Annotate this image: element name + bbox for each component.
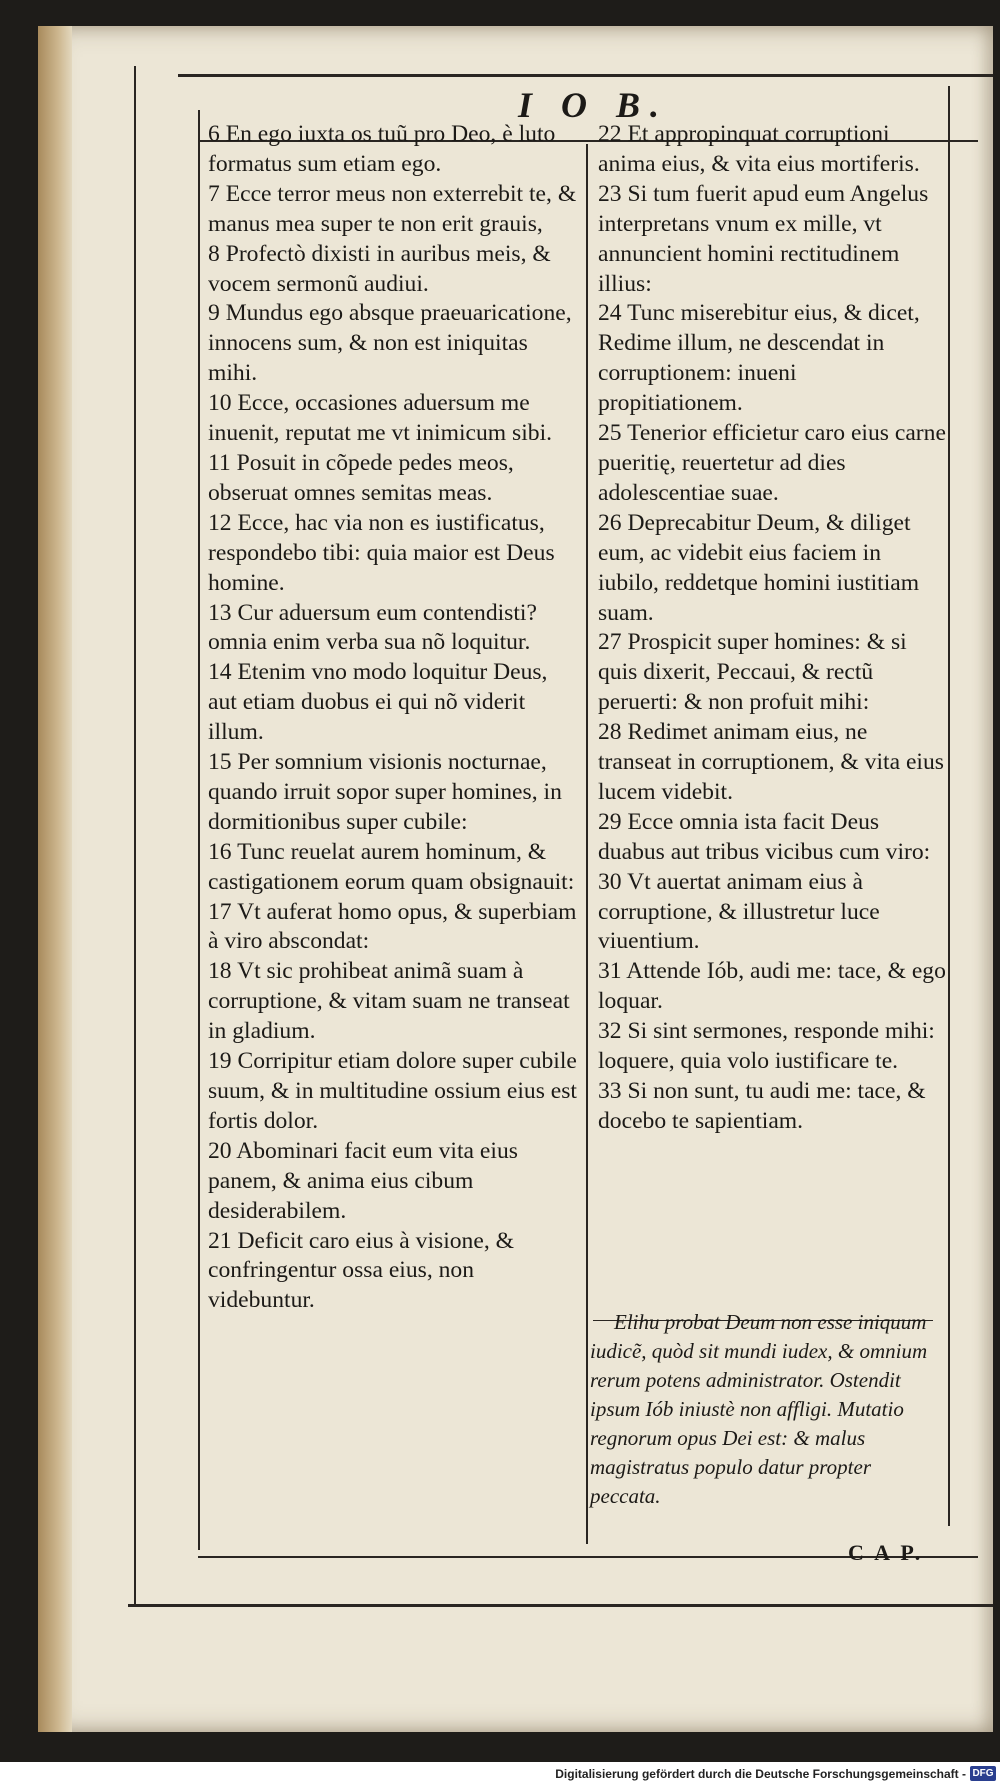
verse: 25 Tenerior efficietur caro eius carne pueritię, reuertetur ad dies adolescentiae suae. [598,420,946,506]
page-edge [38,26,72,1732]
verse: 22 Et appropinquat corruptioni anima eius, & vita eius mortiferis. [598,121,920,177]
verse: 15 Per somnium visionis nocturnae, quando irruit sopor super homines, in dormitionibus super cubile: [208,749,562,835]
verse: 9 Mundus ego absque praeuaricatione, innocens sum, & non est iniquitas mihi. [208,300,572,387]
verse: 11 Posuit in cõpede pedes meos, obseruat omnes semitas meas. [208,449,514,506]
verse: 18 Vt sic prohibeat animã suam à corruptione, & vitam suam ne transeat in gladium. [208,958,570,1045]
catchword: C A P. [848,1540,924,1565]
verse: 32 Si sint sermones, responde mihi: loquere, quia volo iustificare te. [598,1018,935,1075]
verse: 24 Tunc miserebitur eius, & dicet, Redime illum, ne descendat in corruptionem: inueni propitiationem. [598,300,920,417]
verse: 23 Si tum fuerit apud eum Angelus interpretans vnum ex mille, vt annuncient homini rectitudinem illius: [598,180,929,297]
verse: 26 Deprecabitur Deum, & diliget eum, ac videbit eius faciem in iubilo, reddetque homini iustitiam suam. [598,509,920,626]
outer-left-rule [134,66,136,1606]
running-head: I O B. [518,85,670,125]
verse: 21 Deficit caro eius à visione, & confringentur ossa eius, non videbuntur. [208,1227,514,1314]
dfg-logo: DFG [970,1766,996,1781]
page-bottom-rule [128,1604,993,1607]
verse: 28 Redimet animam eius, ne transeat in corruptionem, & vita eius lucem videbit. [598,719,944,805]
inner-left-rule [198,110,200,1550]
verse: 16 Tunc reuelat aurem hominum, & castigationem eorum quam obsignauit: [208,838,575,895]
verse: 10 Ecce, occasiones aduersum me inuenit, reputat me vt inimicum sibi. [208,390,553,447]
verse: 17 Vt auferat homo opus, & superbiam à viro abscondat: [208,898,577,955]
verse: 30 Vt auertat animam eius à corruptione, & illustretur luce viuentium. [598,868,880,955]
verse: 12 Ecce, hac via non es iustificatus, respondebo tibi: quia maior est Deus homine. [208,509,555,596]
footer [0,1762,1000,1787]
verse: 14 Etenim vno modo loquitur Deus, aut etiam duobus ei qui nõ viderit illum. [208,659,548,746]
verse: 33 Si non sunt, tu audi me: tace, & docebo te sapientiam. [598,1078,926,1134]
right-column [598,120,946,1137]
column-divider [586,144,588,1544]
verse: 13 Cur aduersum eum contendisti? omnia enim verba sua nõ loquitur. [208,599,537,656]
verse: 20 Abominari facit eum vita eius panem, & anima eius cibum desiderabilem. [208,1137,518,1224]
verse: 8 Profectò dixisti in auribus meis, & vocem sermonũ audiui. [208,240,551,297]
left-column [208,120,578,1316]
top-rule [178,74,993,77]
footer-text: Digitalisierung gefördert durch die Deutsche Forschungsgemeinschaft - [555,1767,966,1781]
verse: 7 Ecce terror meus non exterrebit te, & manus mea super te non erit grauis, [208,180,577,237]
verse: 6 En ego iuxta os tuũ pro Deo, è luto formatus sum etiam ego. [208,121,556,177]
verse: 19 Corripitur etiam dolore super cubile suum, & in multitudine ossium eius est fortis dolor. [208,1048,577,1134]
verse: 27 Prospicit super homines: & si quis dixerit, Peccaui, & rectũ peruerti: & non profuit mihi: [598,629,907,716]
verse: 31 Attende Iób, audi me: tace, & ego loquar. [598,958,946,1015]
right-rule [948,86,950,1526]
verse: 29 Ecce omnia ista facit Deus duabus aut tribus vicibus cum viro: [598,808,931,865]
chapter-summary: Elihu probat Deum non esse iniquum iudicẽ, quòd sit mundi iudex, & omnium rerum potens administrator. Ostendit ipsum Iób iniustè non affligi. Mutatio regnorum opus Dei est: & malus magistratus populo datur propter peccata. [590,1310,928,1508]
